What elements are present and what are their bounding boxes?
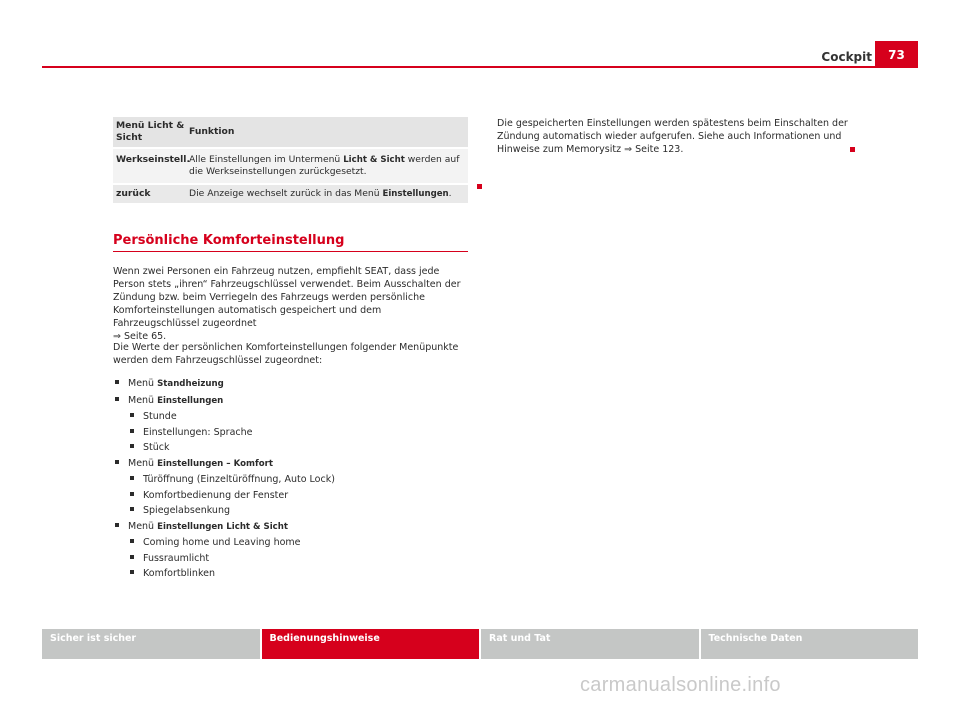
list-item-text: Menü <box>128 520 155 532</box>
bullet-icon <box>130 555 134 559</box>
list-item-text: Menü <box>128 457 155 469</box>
list-item-menu-name: Einstellungen <box>157 395 224 406</box>
list-item <box>113 519 468 536</box>
bullet-icon <box>130 444 134 448</box>
list-item <box>113 472 468 488</box>
bullet-icon <box>115 523 119 527</box>
table-cell-function: Alle Einstellungen im Untermenü Licht & Sicht werden auf die Werkseinstellungen zurückgesetzt. <box>189 154 460 177</box>
list-item-menu-name: Einstellungen – Komfort <box>157 458 273 469</box>
list-item-menu-name: Einstellungen Licht & Sicht <box>157 521 288 532</box>
list-item <box>113 456 468 473</box>
list-item <box>113 488 468 504</box>
list-item-text: Menü <box>128 378 155 389</box>
bullet-icon <box>130 492 134 496</box>
footer-tab[interactable]: Sicher ist sicher <box>42 629 260 659</box>
intro-paragraph: Wenn zwei Personen ein Fahrzeug nutzen, empfiehlt SEAT, dass jede Person stets „ihren“ Fahrzeugschlüssel verwendet. Beim Ausschalten der Zündung bzw. beim Verriegeln des Fahrzeugs werden persönliche Komforteinstellungen automatisch gespeichert und dem Fahrzeugschlüssel zugeordnet ⇒ Seite 65. <box>113 266 461 342</box>
footer-tab[interactable]: Technische Daten <box>701 629 919 659</box>
list-item-text: Menü <box>128 394 155 406</box>
table-cell-menu: Werkseinstell. <box>116 154 190 165</box>
list-item <box>113 409 468 425</box>
list-item-menu-name: Standheizung <box>157 379 224 389</box>
bullet-icon <box>115 397 119 401</box>
list-intro-paragraph: Die Werte der persönlichen Komforteinstellungen folgender Menüpunkte werden dem Fahrzeugschlüssel zugeordnet: <box>113 342 459 366</box>
bullet-icon <box>130 570 134 574</box>
settings-table <box>113 117 468 203</box>
footer-navigation <box>42 629 918 659</box>
table-row <box>113 183 468 203</box>
list-item <box>113 376 468 393</box>
footer-tab[interactable]: Rat und Tat <box>481 629 699 659</box>
list-item-text: Stunde <box>143 411 177 422</box>
table-header-menu: Menü Licht & Sicht <box>116 120 185 143</box>
table-cell-menu: zurück <box>116 188 151 199</box>
list-item <box>113 566 468 582</box>
list-item-text: Türöffnung (Einzeltüröffnung, Auto Lock) <box>143 474 335 485</box>
section-end-marker-icon <box>850 147 855 152</box>
list-item-text: Komfortblinken <box>143 568 215 579</box>
list-item <box>113 393 468 410</box>
list-item <box>113 425 468 441</box>
list-item-text: Stück <box>143 442 170 453</box>
table-header-row <box>113 117 468 147</box>
list-item-text: Einstellungen: Sprache <box>143 426 253 438</box>
list-item-text: Fussraumlicht <box>143 552 210 564</box>
list-item <box>113 440 468 456</box>
bullet-icon <box>115 460 119 464</box>
bullet-icon <box>130 413 134 417</box>
table-header-function: Funktion <box>189 126 235 137</box>
list-item <box>113 503 468 519</box>
menu-list <box>113 376 468 582</box>
list-item-text: Spiegelabsenkung <box>143 505 231 516</box>
bullet-icon <box>130 507 134 511</box>
header-divider <box>42 66 918 68</box>
page-reference-link[interactable]: ⇒ Seite 65. <box>113 331 167 342</box>
list-item <box>113 551 468 567</box>
section-heading: Persönliche Komforteinstellung <box>113 233 468 252</box>
section-end-marker-icon <box>477 184 482 189</box>
page-title: Cockpit <box>821 50 872 64</box>
list-item <box>113 535 468 551</box>
table-row <box>113 147 468 183</box>
footer-tab[interactable]: Bedienungshinweise <box>262 629 480 659</box>
watermark: carmanualsonline.info <box>580 674 781 696</box>
page-number: 73 <box>875 41 918 68</box>
bullet-icon <box>130 476 134 480</box>
bullet-icon <box>115 380 119 384</box>
list-item-text: Coming home und Leaving home <box>143 537 301 548</box>
table-cell-function: Die Anzeige wechselt zurück in das Menü Einstellungen. <box>189 188 452 199</box>
list-item-text: Komfortbedienung der Fenster <box>143 489 289 501</box>
bullet-icon <box>130 429 134 433</box>
bullet-icon <box>130 539 134 543</box>
right-column-paragraph: Die gespeicherten Einstellungen werden spätestens beim Einschalten der Zündung automatisch wieder aufgerufen. Siehe auch Informationen und Hinweise zum Memorysitz ⇒ Seite 123. <box>497 118 848 155</box>
